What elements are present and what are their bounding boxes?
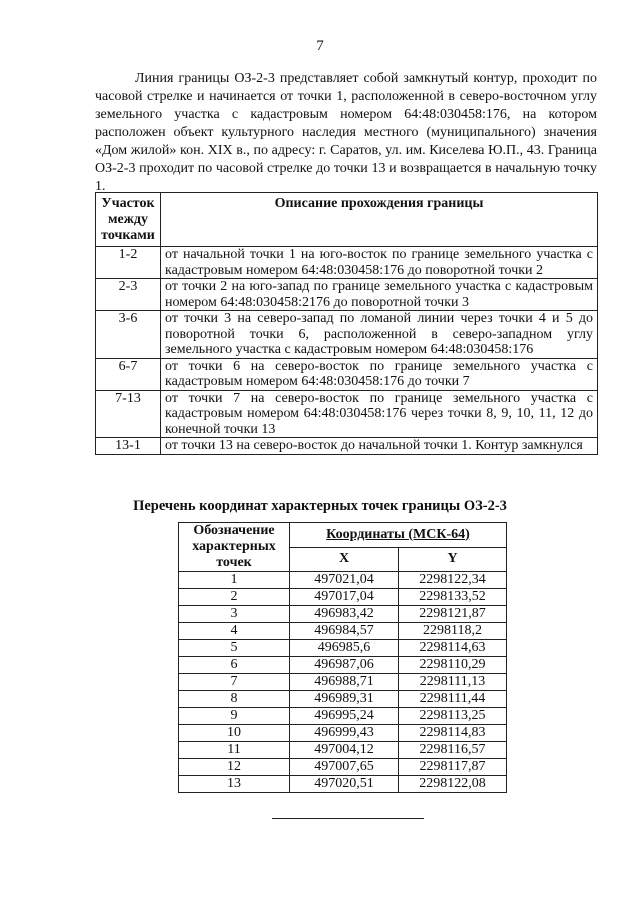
segment-description: от начальной точки 1 на юго-восток по границе земельного участка с кадастровым номером 64:48:030458:176 до поворотной точки 2 <box>161 247 598 279</box>
segment-description: от точки 7 на северо-восток по границе земельного участка с кадастровым номером 64:48:030458:176 через точки 8, 9, 10, 11, 12 до конечной точки 13 <box>161 390 598 438</box>
coordinate-row <box>179 674 507 691</box>
segment-pair: 7-13 <box>96 390 161 438</box>
point-number: 8 <box>179 691 290 708</box>
coordinates-body <box>179 572 507 793</box>
point-number: 9 <box>179 708 290 725</box>
point-number: 10 <box>179 725 290 742</box>
segment-row <box>96 247 598 279</box>
coordinate-row <box>179 742 507 759</box>
coordinate-x: 496984,57 <box>290 623 399 640</box>
coordinate-y: 2298111,13 <box>399 674 507 691</box>
coordinate-row <box>179 725 507 742</box>
header-segment-description: Описание прохождения границы <box>161 193 598 247</box>
point-number: 3 <box>179 606 290 623</box>
segment-row <box>96 311 598 359</box>
coordinate-y: 2298114,83 <box>399 725 507 742</box>
coordinate-row <box>179 776 507 793</box>
segment-pair: 6-7 <box>96 358 161 390</box>
segment-pair: 2-3 <box>96 279 161 311</box>
point-number: 13 <box>179 776 290 793</box>
segment-description: от точки 6 на северо-восток по границе земельного участка с кадастровым номером 64:48:030458:176 до точки 7 <box>161 358 598 390</box>
coordinate-x: 496985,6 <box>290 640 399 657</box>
header-y: Y <box>399 547 507 572</box>
coordinate-row <box>179 606 507 623</box>
coordinate-row <box>179 572 507 589</box>
segment-pair: 1-2 <box>96 247 161 279</box>
point-number: 2 <box>179 589 290 606</box>
coordinate-x: 496988,71 <box>290 674 399 691</box>
header-x: X <box>290 547 399 572</box>
coordinate-y: 2298122,34 <box>399 572 507 589</box>
segments-table <box>95 192 598 455</box>
point-number: 12 <box>179 759 290 776</box>
point-number: 7 <box>179 674 290 691</box>
header-segment-pair: Участок между точками <box>96 193 161 247</box>
coordinate-y: 2298114,63 <box>399 640 507 657</box>
coordinate-y: 2298118,2 <box>399 623 507 640</box>
segment-description: от точки 13 на северо-восток до начальной точки 1. Контур замкнулся <box>161 438 598 455</box>
point-number: 11 <box>179 742 290 759</box>
page-number: 7 <box>316 38 324 54</box>
segment-row <box>96 279 598 311</box>
segment-pair: 3-6 <box>96 311 161 359</box>
coordinate-y: 2298116,57 <box>399 742 507 759</box>
coordinate-x: 497021,04 <box>290 572 399 589</box>
coordinate-x: 497007,65 <box>290 759 399 776</box>
segments-body <box>96 247 598 455</box>
header-coordinates: Координаты (МСК-64) <box>290 523 507 548</box>
header-point-designation: Обозначение характерных точек <box>179 523 290 572</box>
coordinate-row <box>179 640 507 657</box>
coordinates-table <box>178 522 507 793</box>
coordinate-y: 2298133,52 <box>399 589 507 606</box>
segment-description: от точки 2 на юго-запад по границе земельного участка с кадастровым номером 64:48:030458:2176 до поворотной точки 3 <box>161 279 598 311</box>
segment-row <box>96 390 598 438</box>
coordinate-row <box>179 691 507 708</box>
coordinate-row <box>179 623 507 640</box>
coordinate-x: 496987,06 <box>290 657 399 674</box>
footer-divider <box>272 818 424 819</box>
coordinate-row <box>179 589 507 606</box>
segment-pair: 13-1 <box>96 438 161 455</box>
coordinate-y: 2298111,44 <box>399 691 507 708</box>
coordinate-y: 2298113,25 <box>399 708 507 725</box>
point-number: 6 <box>179 657 290 674</box>
coordinate-x: 496999,43 <box>290 725 399 742</box>
coordinate-y: 2298121,87 <box>399 606 507 623</box>
point-number: 5 <box>179 640 290 657</box>
coordinate-x: 497004,12 <box>290 742 399 759</box>
intro-paragraph: Линия границы ОЗ-2-3 представляет собой замкнутый контур, проходит по часовой стрелке и начинается от точки 1, расположенной в северо-восточном углу земельного участка с кадастровым номером 64:48:030458:176, на котором расположен объект культурного наследия местного (муниципального) значения «Дом жилой» кон. XIX в., по адресу: г. Саратов, ул. им. Киселева Ю.П., 43. Граница ОЗ-2-3 проходит по часовой стрелке до точки 13 и возвращается в начальную точку 1. <box>95 71 597 194</box>
coordinates-header-row <box>179 523 507 548</box>
coordinates-title: Перечень координат характерных точек границы ОЗ-2-3 <box>133 498 507 514</box>
coordinate-y: 2298122,08 <box>399 776 507 793</box>
coordinate-x: 496989,31 <box>290 691 399 708</box>
segment-row <box>96 358 598 390</box>
coordinate-x: 497020,51 <box>290 776 399 793</box>
coordinate-x: 497017,04 <box>290 589 399 606</box>
coordinate-row <box>179 657 507 674</box>
coordinate-x: 496995,24 <box>290 708 399 725</box>
point-number: 4 <box>179 623 290 640</box>
coordinate-row <box>179 759 507 776</box>
coordinate-x: 496983,42 <box>290 606 399 623</box>
segments-header-row <box>96 193 598 247</box>
point-number: 1 <box>179 572 290 589</box>
segment-description: от точки 3 на северо-запад по ломаной линии через точки 4 и 5 до поворотной точки 6, расположенной в северо-западном углу земельного участка с кадастровым номером 64:48:030458:176 <box>161 311 598 359</box>
coordinate-y: 2298110,29 <box>399 657 507 674</box>
coordinate-y: 2298117,87 <box>399 759 507 776</box>
coordinate-row <box>179 708 507 725</box>
segment-row <box>96 438 598 455</box>
